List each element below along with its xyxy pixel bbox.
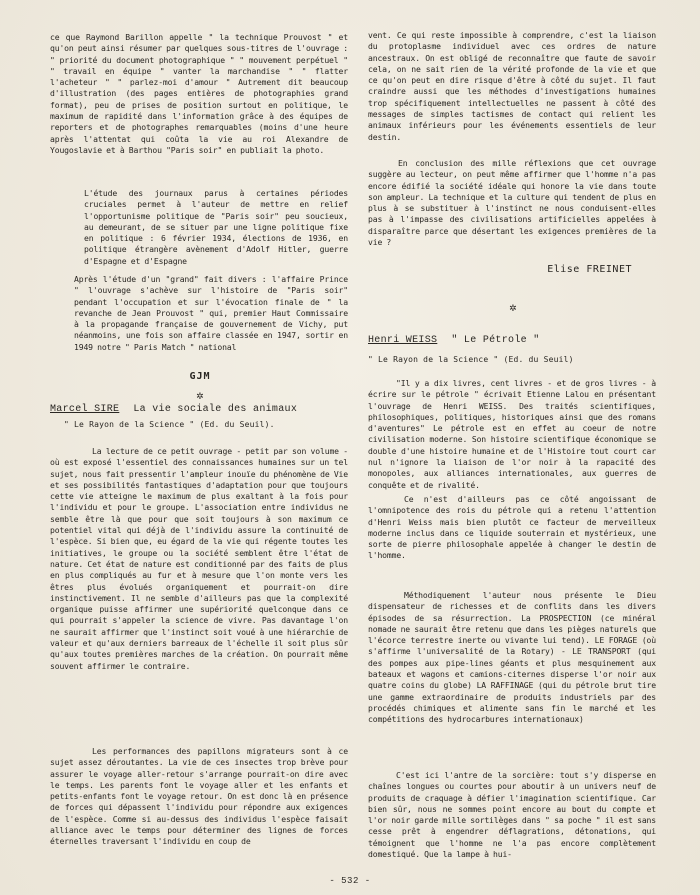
left-paragraph-3: Après l'étude d'un "grand" fait divers : l'affaire Prince " l'ouvrage s'achève sur l'histoire de "Paris soir" pendant l'occupation et sur l'évocation finale de " la revanche de Jean Prouvost " qui, premier Haut Commissaire à la propagande française de gouvernement de Vichy, put néanmoins, une fois son affaire classée en 1947, sortir en 1949 notre " Paris Match " national xyxy=(74,274,348,352)
right-paragraph-3: "Il y a dix livres, cent livres - et de gros livres - à écrire sur le pétrole " écrivait Etienne Lalou en présentant l'ouvrage de Henri WEISS. Des traités scientifiques, philosophiques, politiques, historiques ainsi que des romans d'aventures" Le pétrole est en effet au coeur de notre civilisation moderne. Son histoire scientifique économique se double d'une histoire humaine et de l'Histoire tout court car nul n'ignore la liaison de l'or noir à la rapacité des monopoles, aux alliances internationales, aux guerres de conquête et de rivalité. xyxy=(368,378,656,490)
right-paragraph-5: Méthodiquement l'auteur nous présente le Dieu dispensateur de richesses et de conflits dans les divers épisodes de sa résurrection. La PROSPECTION (ce minéral nomade ne saurait être retenu que dans les pièges naturels que l'écorce terrestre inerte ou vivante lui tend). LE FORAGE (où s'affirme l'universalité de la Rotary) - LE TRANSPORT (qui des pompes aux pipe-lines géants et plus mesquinement aux bateaux et wagons et camions-citernes disperse l'or noir aux quatre coins du globe) LA RAFFINAGE (qui du pétrole brut tire une gamme extraordinaire de produits industriels par des procédés chimiques et alimente sans fin le marché et les compétitions des hydrocarbures internationaux) xyxy=(368,590,656,725)
review-author: Marcel SIRE xyxy=(50,404,120,415)
signature-gjm: GJM xyxy=(189,371,211,382)
left-paragraph-4: La lecture de ce petit ouvrage - petit par son volume - où est exposé l'essentiel des connaissances humaines sur un tel sujet, nous fait pressentir l'ampleur inouïe du phénomène de Vie et ses possibilités fantastiques d'adaptation pour que toujours cette vie atteigne le maximum de plus exaltant à la fois pour l'individu et pour le groupe. L'association entre individus ne semble être là que pour que soit toujours à son maximum ce potentiel vital qui déjà de l'individu assure la continuité de l'espèce. Si bien que, eu égard de la vie qui régente toutes les initiatives, le groupe ou la société semblent être l'état de nature. Cet état de nature est conditionné par des faits de plus en plus compliqués au fur et à mesure que l'on monte vers les êtres plus évolués organiquement et pourrait-on dire instinctivement. Il ne semble d'ailleurs pas que la complexité organique puisse affirmer une supériorité quelconque dans ce qui pourrait s'appeler la science de vivre. Pas davantage l'on ne saurait affirmer que l'instinct soit voué à une hiérarchie de valeur et qu'aux derniers barreaux de l'échelle il soit plus sûr qu'aux toutes premières marches de la création. On pourrait même souvent affirmer le contraire. xyxy=(50,446,348,671)
right-paragraph-2: En conclusion des mille réflexions que cet ouvrage suggère au lecteur, on peut même affirmer que l'homme n'a pas encore édifié la société idéale qui honore la vie dans toute son ampleur. La technique et la culture qui tendent de plus en plus à se substituer à l'instinct ne nous conduisent-elles pas à l'impasse des civilisations artificielles appelées à disparaître parce que désertant les exigences premières de la vie ? xyxy=(368,158,656,248)
right-paragraph-1: vent. Ce qui reste impossible à comprendre, c'est la liaison du protoplasme individuel avec ces ordres de nature ancestraux. On est obligé de reconnaître que faute de savoir cela, on ne sait rien de la vérité profonde de la vie et que ce qu'on peut en dire risque d'être à côté du sujet. Il faut craindre aussi que les méthodes d'investigations humaines trop spécifiquement intellectuelles ne passent à côté des messages de simples tactismes de contact qui relient les animaux inférieurs pour les événements essentiels de leur destin. xyxy=(368,30,656,142)
separator-star-icon: ✲ xyxy=(509,300,517,314)
review-heading-weiss xyxy=(368,335,540,346)
review-publisher: " Le Rayon de la Science " (Ed. du Seuil). xyxy=(64,420,275,429)
left-paragraph-5: Les performances des papillons migrateurs sont à ce sujet assez déroutantes. La vie de ces insectes trop brève pour assurer le voyage aller-retour s'arrange pourrait-on dire avec le temps. Les parents font le voyage aller et les enfants et petits-enfants font le voyage retour. On est donc là en présence de forces qui dépassent l'individu pour répondre aux exigences de l'espèce. Comme si au-dessus des individus l'espèce faisait alliance avec le temps pour déterminer des lignes de forces éternelles traversant l'individu en coup de xyxy=(50,746,348,847)
review-title: " Le Pétrole " xyxy=(451,335,540,346)
right-paragraph-4: Ce n'est d'ailleurs pas ce côté angoissant de l'omnipotence des rois du pétrole qui a retenu l'attention d'Henri Weiss mais bien plutôt ce facteur de merveilleux moderne inclus dans ce liquide souterrain et mystérieux, une sorte de pierre philosophale appelée à changer le destin de l'homme. xyxy=(368,494,656,561)
page-number: - 532 - xyxy=(329,876,371,886)
separator-star-icon: ✲ xyxy=(196,388,204,402)
review-author: Henri WEISS xyxy=(368,335,438,346)
right-paragraph-6: C'est ici l'antre de la sorcière: tout s'y disperse en chaînes longues ou courtes pour aboutir à un univers neuf de produits de craquage à défier l'imagination scientifique. Car bien sûr, nous ne sommes point encore au bout du compte et l'or noir garde mille sortilèges dans " sa poche " il est sans cesse prêt à engendrer déflagrations, détonations, qui témoignent que l'homme ne l'a pas encore complètement domestiqué. Que la lampe à hui- xyxy=(368,770,656,860)
signature-freinet: Elise FREINET xyxy=(547,264,632,275)
review-heading-sire xyxy=(50,404,297,415)
left-paragraph-1: ce que Raymond Barillon appelle " la technique Prouvost " et qu'on peut ainsi résumer par quelques sous-titres de l'ouvrage : " priorité du document photographique " " mouvement perpétuel " " travail en équipe " vanter la marchandise " " flatter l'acheteur " " parlez-moi d'amour " Autrement dit beaucoup d'illustration (des pages entières de photographies grand format), peu de prises de position surtout en politique, le maximum de rapidité dans l'information grâce à des équipes de reporters et de photographes remarquables (moins d'une heure après l'attentat qui coûta la vie au roi Alexandre de Yougoslavie et à Barthou "Paris soir" en publiait la photo. xyxy=(50,32,348,155)
review-publisher: " Le Rayon de la Science " (Ed. du Seuil) xyxy=(368,355,574,364)
left-paragraph-2: L'étude des journaux parus à certaines périodes cruciales permet à l'auteur de mettre en relief l'opportunisme politique de "Paris soir" peu soucieux, au demeurant, de se situer par une ligne politique fixe en politique : 6 février 1934, élections de 1936, en politique étrangère avènement d'Adolf Hitler, guerre d'Espagne et d'Espagne xyxy=(84,188,348,266)
review-title: La vie sociale des animaux xyxy=(133,404,298,415)
